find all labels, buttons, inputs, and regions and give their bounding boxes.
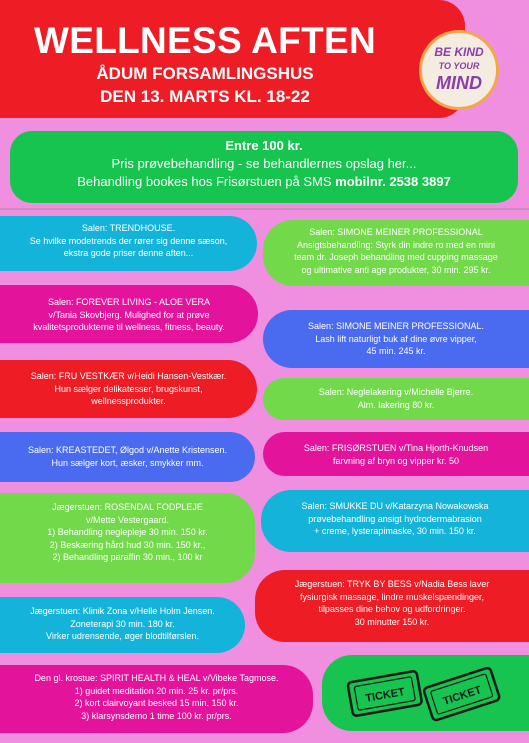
card-line: 1) guidet meditation 20 min. 25 kr. pr/prs.: [74, 685, 239, 696]
card-smukke-du: [261, 490, 529, 552]
card-forever-living: [0, 285, 258, 343]
card-kreastedet: [0, 432, 255, 482]
booking-note: [10, 174, 518, 189]
badge-line-1: BE KIND: [434, 45, 484, 59]
card-line: farvning af bryn og vipper kr. 50: [332, 455, 460, 466]
event-date: DEN 13. MARTS KL. 18-22: [100, 87, 310, 106]
divider: [0, 208, 529, 210]
card-simone-meiner-ansigt: [263, 220, 529, 286]
card-line: Virker udrensende, øger blodtilførslen.: [46, 631, 199, 641]
card-line: v/Mette Vestergaard.: [85, 514, 170, 525]
card-line: Zoneterapi 30 min. 180 kr.: [70, 618, 175, 629]
card-line: 2) kort clairvoyant besked 15 min. 150 kr.: [74, 698, 239, 708]
card-line: Alm. lakering 80 kr.: [357, 399, 435, 410]
card-line: og ultimative anti age produkter, 30 min. 295 kr.: [301, 264, 491, 275]
card-line: Jægerstuen: ROSENDAL FODPLEJE: [52, 502, 203, 512]
card-spirit-health: [0, 665, 313, 733]
ticket-label-1: TICKET: [364, 686, 406, 705]
card-line: 30 minutter 150 kr.: [354, 616, 430, 627]
card-line: Jægerstuen: TRYK BY BESS v/Nadia Bess laver: [294, 579, 490, 589]
be-kind-badge: [419, 30, 499, 110]
card-line: prøvebehandling ansigt hydrodermabrasion: [308, 513, 482, 524]
card-frisorstuen: [263, 432, 529, 476]
header-banner: [0, 0, 465, 118]
card-line: 2) Behandling paraffin 30 min., 100 kr: [52, 552, 203, 562]
card-line: + creme, lysterapimaske, 30 min. 150 kr.: [314, 526, 476, 536]
venue: ÅDUM FORSAMLINGSHUS: [96, 64, 314, 83]
card-line: fysiurgisk massage, lindre muskelspændinger,: [299, 591, 485, 602]
card-line: Salen: SIMONE MEINER PROFESSIONAL: [309, 227, 483, 237]
ticket-icon: [322, 655, 529, 731]
card-line: 2) Beskæring hård hud 30 min. 150 kr.,: [49, 539, 206, 550]
card-line: Salen: SMUKKE DU v/Katarzyna Nowakowska: [301, 501, 489, 511]
card-simone-meiner-lash: [263, 310, 529, 368]
booking-text: Behandling bookes hos Frisørstuen på SMS: [77, 174, 336, 189]
card-line: Hun sælger kort, æsker, smykker mm.: [51, 457, 204, 468]
card-rosendal-fodpleje: [0, 493, 255, 583]
card-line: team dr. Joseph behandling med cupping massage: [294, 252, 498, 262]
card-trendhouse: [0, 216, 257, 271]
card-line: Den gl. krostue: SPIRIT HEALTH & HEAL v/Vibeke Tagmose.: [34, 673, 279, 683]
card-line: Hun sælger delikatesser, brugskunst,: [54, 383, 203, 394]
badge-line-2: TO YOUR: [438, 61, 480, 71]
card-line: wellnessprodukter.: [91, 396, 166, 406]
ticket-label-2: TICKET: [441, 684, 484, 708]
card-line: Salen: SIMONE MEINER PROFESSIONAL.: [307, 321, 485, 331]
card-line: Jægerstuen: Klinik Zona v/Helle Holm Jensen.: [30, 606, 215, 616]
card-tryk-by-bess: [255, 570, 529, 642]
badge-line-3: MIND: [436, 73, 482, 93]
card-line: kvalitetsprodukterne til wellness, fitness, beauty.: [33, 322, 225, 332]
treatment-price-note: Pris prøvebehandling - se behandlernes opslag her...: [111, 156, 417, 171]
card-neglelakering: [263, 378, 529, 420]
booking-phone: mobilnr. 2538 3897: [335, 174, 451, 189]
card-line: Salen: FOREVER LIVING - ALOE VERA: [47, 297, 211, 307]
card-line: 1) Behandling neglepleje 30 min. 150 kr.: [47, 527, 208, 537]
card-fru-vestkaer: [0, 360, 257, 418]
page-title: WELLNESS AFTEN: [34, 20, 376, 61]
entry-info: [10, 131, 518, 203]
card-line: 3) klarsynsdemo 1 time 100 kr. pr/prs.: [81, 710, 232, 721]
card-line: Ansigtsbehandling: Styrk din indre ro med en mini: [296, 239, 496, 250]
card-line: Salen: TRENDHOUSE.: [81, 223, 176, 233]
card-klinik-zona: [0, 597, 245, 653]
card-line: Salen: Neglelakering v/Michelle Bjerre.: [318, 387, 474, 397]
card-line: ekstra gode priser denne aften...: [63, 248, 194, 258]
card-line: Salen: KREASTEDET, Ølgod v/Anette Kristensen.: [27, 445, 228, 455]
tickets-card: [322, 655, 529, 731]
card-line: v/Tania Skovbjerg. Mulighed for at prøve: [48, 309, 210, 320]
card-line: Lash lift naturligt buk af dine øvre vipper,: [315, 333, 477, 344]
card-line: 45 min. 245 kr.: [366, 346, 426, 356]
card-line: Se hvilke modetrends der rører sig denne sæson,: [29, 235, 228, 246]
card-line: Salen: FRU VESTKÆR v/Heidi Hansen-Vestkær.: [30, 371, 227, 381]
card-line: Salen: FRISØRSTUEN v/Tina Hjorth-Knudsen: [303, 443, 489, 453]
card-line: tilpasses dine behov og udfordringer.: [318, 604, 466, 614]
entry-price: Entre 100 kr.: [225, 138, 303, 153]
